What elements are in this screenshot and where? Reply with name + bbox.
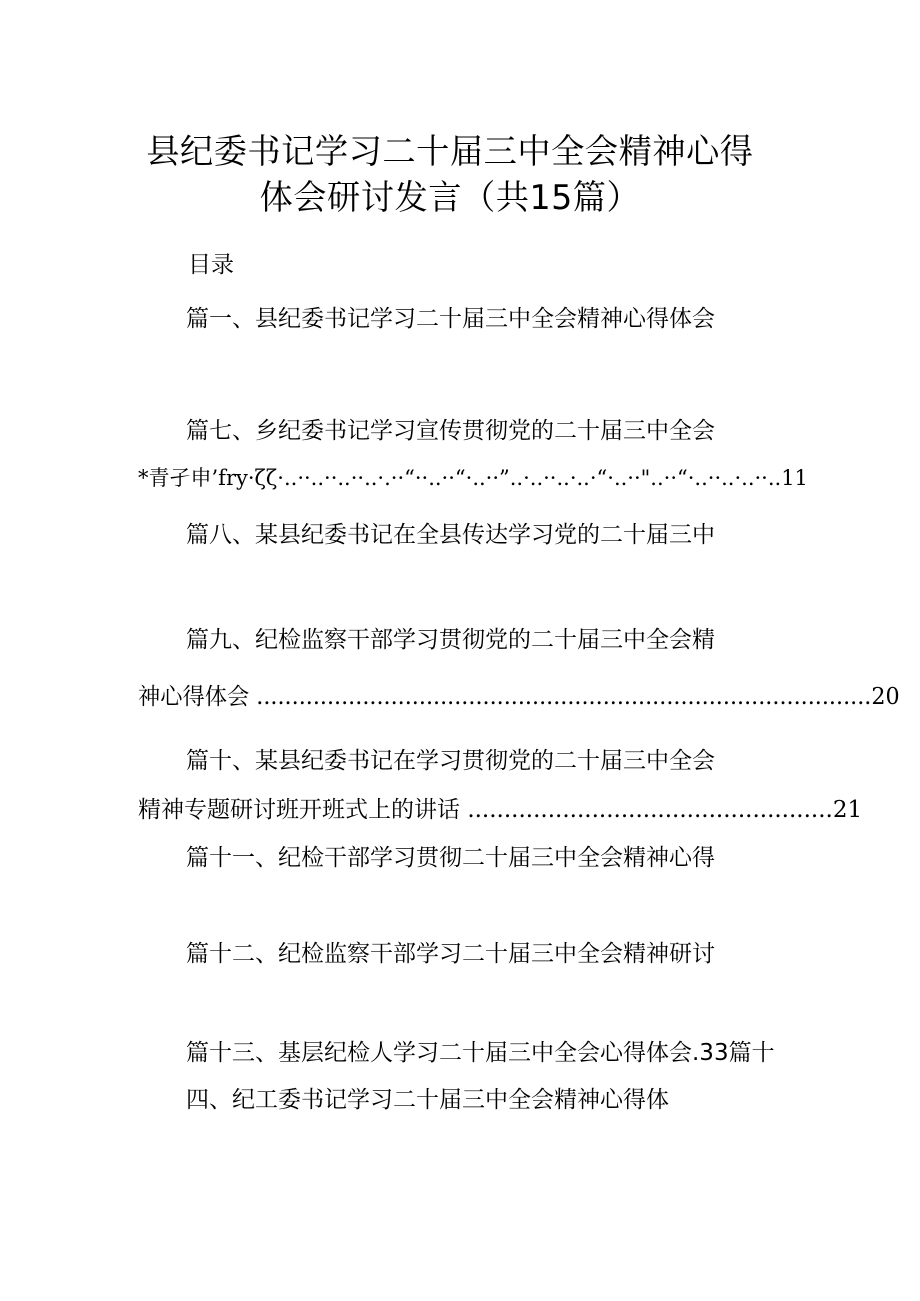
toc-entry: 篇九、纪检监察干部学习贯彻党的二十届三中全会精 — [186, 627, 715, 653]
toc-leader-dots: ....................................................................................... — [256, 684, 872, 710]
toc-entry-text: 神心得体会 — [138, 684, 250, 710]
document-title-line-2: 体会研讨发言（共15篇） — [259, 178, 641, 218]
toc-entry: 篇十三、基层纪检人学习二十届三中全会心得体会.33篇十 — [186, 1040, 775, 1066]
toc-leader-dots: .................................................. — [467, 797, 833, 823]
toc-entry: 篇一、县纪委书记学习二十届三中全会精神心得体会 — [186, 306, 715, 332]
toc-entry-text: 精神专题研讨班开班式上的讲话 — [138, 797, 460, 823]
toc-entry: 篇八、某县纪委书记在全县传达学习党的二十届三中 — [186, 522, 715, 548]
toc-page-number: 21 — [832, 797, 863, 823]
toc-entry: 篇十一、纪检干部学习贯彻二十届三中全会精神心得 — [186, 845, 715, 871]
toc-entry: 篇十、某县纪委书记在学习贯彻党的二十届三中全会 — [186, 748, 715, 774]
toc-label: 目录 — [188, 252, 234, 278]
toc-page-number: 20 — [871, 684, 900, 710]
toc-entry-garbled: *青孑申’fry·ζζ·..··..··..··..·.··“··..··“·..··”..·..··..·..·“·..··"..··“·..··..·..··..11 — [138, 466, 808, 490]
document-title-line-1: 县纪委书记学习二十届三中全会精神心得 — [146, 132, 754, 172]
toc-entry-with-page — [138, 797, 862, 825]
toc-entry: 篇十二、纪检监察干部学习二十届三中全会精神研讨 — [186, 941, 715, 967]
toc-entry-with-page — [138, 684, 900, 712]
toc-entry: 篇七、乡纪委书记学习宣传贯彻党的二十届三中全会 — [186, 418, 715, 444]
toc-entry: 四、纪工委书记学习二十届三中全会精神心得体 — [186, 1087, 669, 1113]
